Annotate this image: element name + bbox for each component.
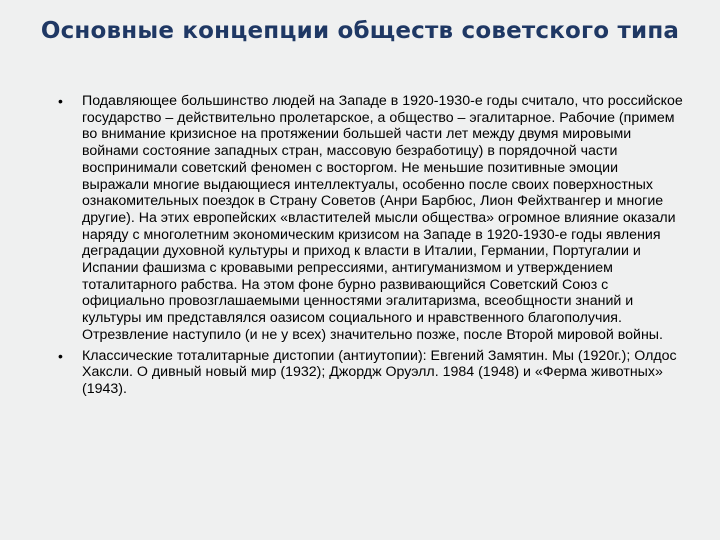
bullet-text: Подавляющее большинство людей на Западе в 1920-1930-е годы считало, что российское государство – действительно пролетарское, а общество – эгалитарное. Рабочие (примем во внимание кризисное на протяжении большей части лет между двумя мировыми войнами состояние западных стран, массовую безработицу) в порядочной части воспринимали советский феномен с восторгом. Не меньшие позитивные эмоции выражали многие выдающиеся интеллектуалы, особенно после своих поверхностных ознакомительных поездок в Страну Советов (Анри Барбюс, Лион Фейхтвангер и многие другие). На этих европейских «властителей мысли общества» огромное влияние оказали наряду с многолетним экономическим кризисом на Западе в 1920-1930-е годы явления деградации духовной культуры и приход к власти в Италии, Германии, Португалии и Испании фашизма с кровавыми репрессиями, антигуманизмом и утверждением тоталитарного рабства. На этом фоне бурно развивающийся Советский Союз с официально провозглашаемыми ценностями эгалитаризма, всеобщности знаний и культуры им представлялся оазисом социального и нравственного благополучия. Отрезвление наступило (и не у всех) значительно позже, после Второй мировой войны. bbox=[82, 93, 683, 343]
bullet-item bbox=[58, 93, 688, 344]
bullet-text: Классические тоталитарные дистопии (антиутопии): Евгений Замятин. Мы (1920г.); Олдос Хаксли. О дивный новый мир (1932); Джордж Оруэлл. 1984 (1948) и «Ферма животных» (1943). bbox=[82, 347, 677, 397]
slide-body bbox=[58, 93, 688, 402]
bullet-icon: • bbox=[58, 93, 63, 109]
slide-title: Основные концепции обществ советского типа bbox=[40, 18, 680, 44]
bullet-icon: • bbox=[58, 347, 63, 364]
bullet-item bbox=[58, 348, 688, 398]
